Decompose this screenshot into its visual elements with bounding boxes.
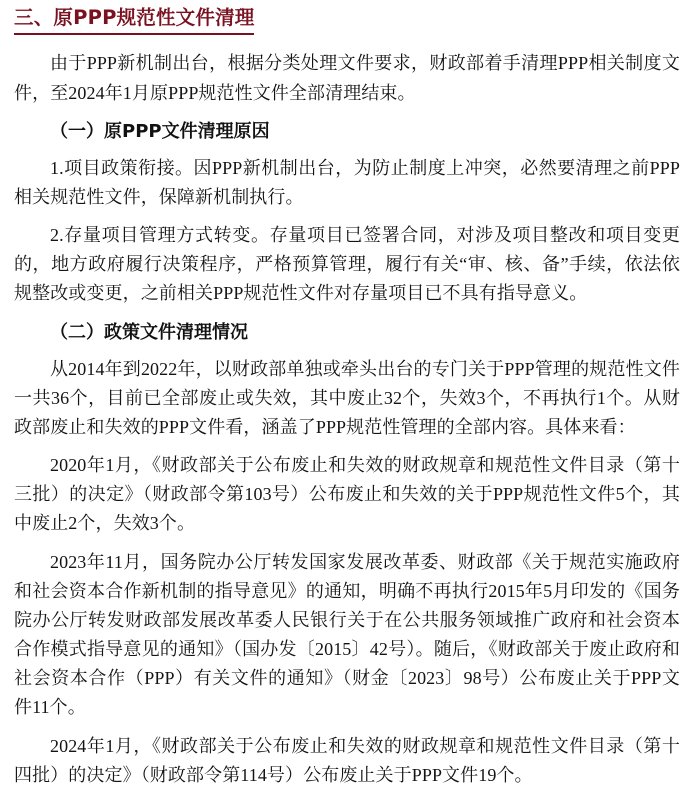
paragraph-reason-2: 2.存量项目管理方式转变。存量项目已签署合同，对涉及项目整改和项目变更的，地方政府履行决策程序，严格预算管理，履行有关“审、核、备”手续，依法依规整改或变更，之前相关PPP规范性文件对存量项目已不具有指导意义。: [14, 225, 680, 304]
paragraph-overview-counts: 从2014年到2022年，以财政部单独或牵头出台的专门关于PPP管理的规范性文件一共36个，目前已全部废止或失效，其中废止32个，失效3个，不再执行1个。从财政部废止和失效的PPP文件看，涵盖了PPP规范性管理的全部内容。具体来看：: [14, 358, 680, 437]
paragraph-2024-january: 2024年1月，《财政部关于公布废止和失效的财政规章和规范性文件目录（第十四批）的决定》（财政部令第114号）公布废止关于PPP文件19个。: [14, 735, 680, 785]
paragraph-2023-november: 2023年11月，国务院办公厅转发国家发展改革委、财政部《关于规范实施政府和社会资本合作新机制的指导意见》的通知，明确不再执行2015年5月印发的《国务院办公厅转发财政部发展改革委人民银行关于在公共服务领域推广政府和社会资本合作模式指导意见的通知》（国办发〔2015〕42号）。随后，《财政部关于废止政府和社会资本合作（PPP）有关文件的通知》（财金〔2023〕98号）公布废止关于PPP文件11个。: [14, 551, 680, 718]
section-heading: 三、原PPP规范性文件清理: [14, 6, 254, 35]
paragraph-intro: 由于PPP新机制出台，根据分类处理文件要求，财政部着手清理PPP相关制度文件，至2024年1月原PPP规范性文件全部清理结束。: [14, 53, 680, 103]
subheading-cleanup-reason: （一）原PPP文件清理原因: [50, 120, 270, 142]
subheading-policy-status: （二）政策文件清理情况: [50, 321, 248, 343]
section-heading-container: [14, 6, 680, 41]
paragraph-2020-january: 2020年1月，《财政部关于公布废止和失效的财政规章和规范性文件目录（第十三批）的决定》（财政部令第103号）公布废止和失效的关于PPP规范性文件5个，其中废止2个，失效3个。: [14, 455, 680, 534]
paragraph-reason-1: 1.项目政策衔接。因PPP新机制出台，为防止制度上冲突，必然要清理之前PPP相关规范性文件，保障新机制执行。: [14, 157, 680, 207]
